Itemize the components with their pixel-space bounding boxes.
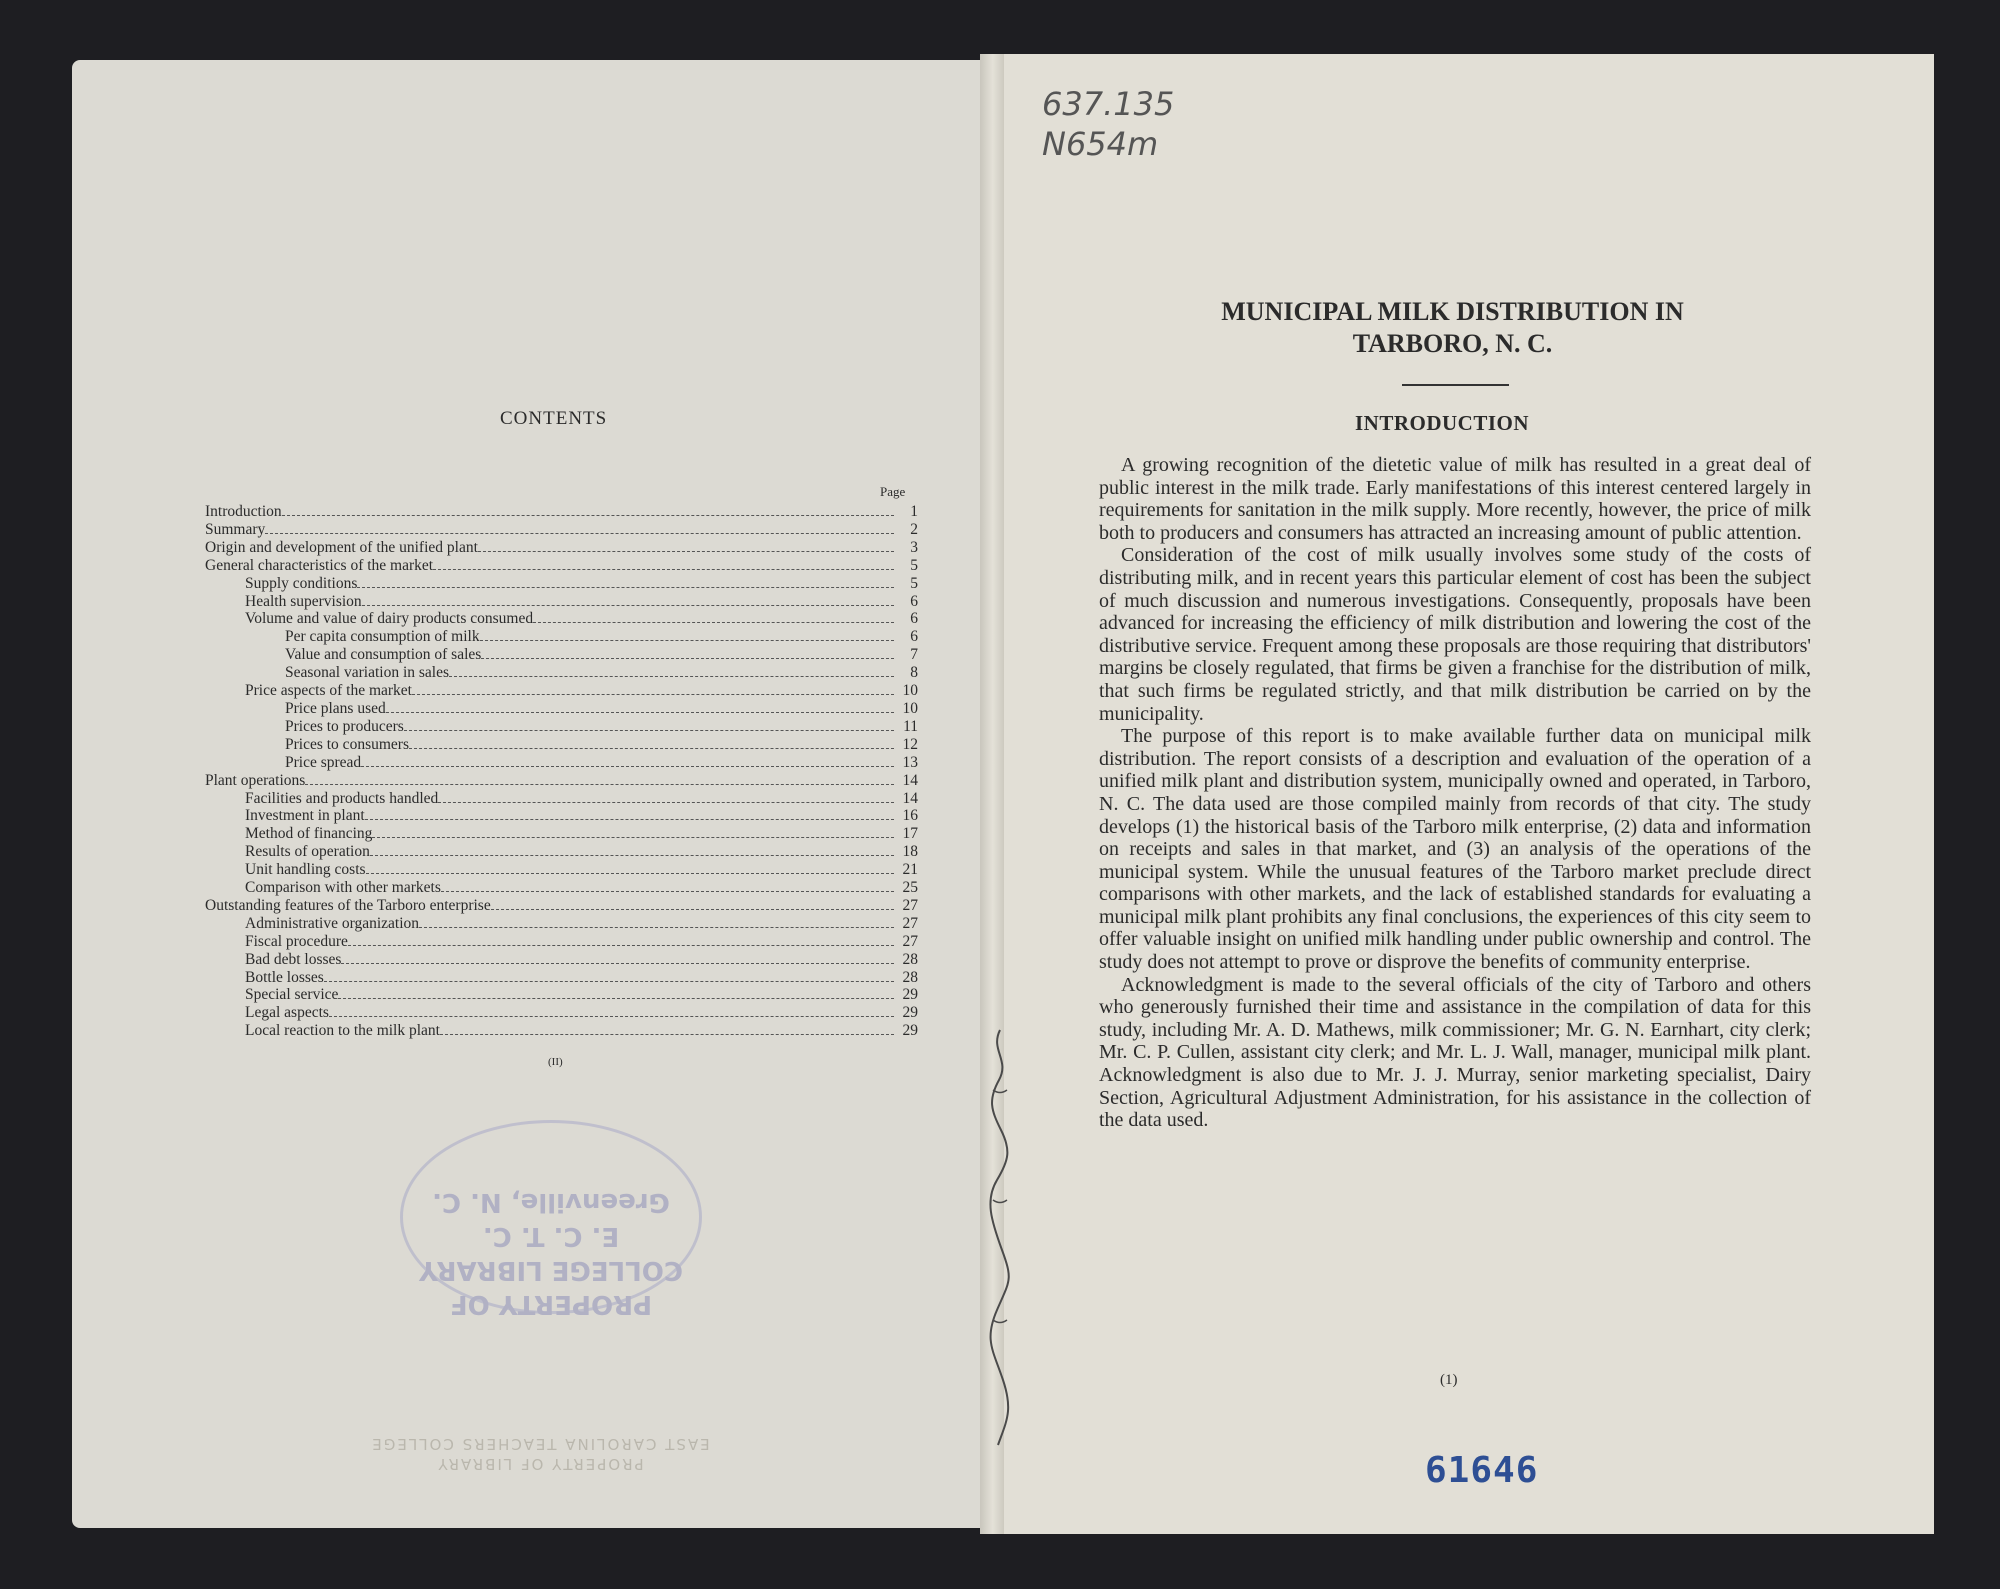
handwritten-call-number: 637.135 N654m bbox=[1042, 85, 1175, 163]
toc-entry-title: Summary bbox=[205, 520, 266, 538]
toc-entry bbox=[205, 772, 918, 790]
toc-leader-dots bbox=[348, 945, 894, 946]
toc-page-number: 27 bbox=[902, 896, 918, 914]
toc-entry bbox=[205, 879, 918, 897]
toc-entry-title: Per capita consumption of milk bbox=[285, 628, 480, 646]
accession-number-stamp: 61646 bbox=[1425, 1450, 1539, 1491]
toc-entry bbox=[205, 986, 918, 1004]
handwritten-margin-signature bbox=[985, 1020, 1015, 1450]
toc-page-number: 25 bbox=[902, 879, 918, 897]
toc-entry-title: Results of operation bbox=[245, 843, 370, 861]
toc-entry-title: Fiscal procedure bbox=[245, 932, 348, 950]
toc-page-number: 11 bbox=[903, 717, 918, 735]
toc-entry bbox=[205, 503, 918, 521]
toc-entry bbox=[205, 736, 918, 754]
toc-leader-dots bbox=[412, 694, 894, 695]
toc-entry bbox=[205, 1004, 918, 1022]
toc-entry bbox=[205, 593, 918, 611]
toc-leader-dots bbox=[341, 963, 894, 964]
toc-entry bbox=[205, 521, 918, 539]
toc-entry-title: Prices to producers bbox=[285, 717, 404, 735]
toc-entry bbox=[205, 664, 918, 682]
toc-entry-title: Introduction bbox=[205, 503, 282, 520]
table-of-contents bbox=[205, 503, 918, 1040]
toc-entry bbox=[205, 915, 918, 933]
toc-entry-title: Price spread bbox=[285, 753, 362, 771]
paragraph: Acknowledgment is made to the several officials of the city of Tarboro and others who generously furnished their time and assistance in the compilation of data for this study, including Mr. A. D. Mathews, milk commissioner; Mr. G. N. Earnhart, city clerk; Mr. C. P. Cullen, assistant city clerk; and Mr. L. J. Wall, manager, municipal milk plant. Acknowledgment is also due to Mr. J. J. Murray, senior marketing specialist, Dairy Section, Agricultural Adjustment Administration, for his assistance in the collection of the data used. bbox=[1099, 973, 1811, 1132]
toc-leader-dots bbox=[478, 551, 894, 552]
title-divider bbox=[1402, 384, 1509, 386]
toc-leader-dots bbox=[438, 802, 894, 803]
toc-leader-dots bbox=[386, 712, 894, 713]
toc-entry bbox=[205, 646, 918, 664]
toc-leader-dots bbox=[441, 891, 894, 892]
toc-page-number: 13 bbox=[902, 753, 918, 771]
toc-entry bbox=[205, 610, 918, 628]
paragraph: Consideration of the cost of milk usually involves some study of the costs of distributing milk, and in recent years this particular element of cost has been the subject of much discussion and numerous investigations. Consequently, proposals have been advanced for increasing the efficiency of milk distribution and lowering the cost of the distributive service. Frequent among these proposals are those requiring that distributors' margins be closely regulated, that firms be given a franchise for the distribution of milk, that such firms be regulated strictly, and that milk distribution be carried on by the municipality. bbox=[1099, 544, 1811, 725]
toc-page-number: 5 bbox=[910, 556, 918, 574]
toc-entry bbox=[205, 718, 918, 736]
toc-leader-dots bbox=[533, 622, 894, 623]
toc-page-number: 28 bbox=[902, 968, 918, 986]
toc-entry-title: Investment in plant bbox=[245, 807, 365, 825]
toc-page-number: 3 bbox=[910, 538, 918, 556]
toc-entry bbox=[205, 754, 918, 772]
toc-page-number: 12 bbox=[902, 735, 918, 753]
toc-entry bbox=[205, 843, 918, 861]
toc-leader-dots bbox=[265, 533, 894, 534]
toc-page-number: 29 bbox=[902, 1004, 918, 1022]
toc-entry bbox=[205, 1022, 918, 1040]
toc-leader-dots bbox=[404, 730, 894, 731]
toc-entry-title: Prices to consumers bbox=[285, 735, 409, 753]
toc-leader-dots bbox=[329, 1016, 894, 1017]
toc-entry-title: Bad debt losses bbox=[245, 950, 342, 968]
toc-entry-title: Bottle losses bbox=[245, 968, 324, 986]
toc-entry bbox=[205, 825, 918, 843]
toc-entry-title: Facilities and products handled bbox=[245, 789, 439, 807]
introduction-body bbox=[1099, 454, 1811, 1132]
toc-leader-dots bbox=[433, 569, 894, 570]
left-page-folio: (II) bbox=[548, 1056, 563, 1068]
toc-entry-title: Health supervision bbox=[245, 592, 362, 610]
toc-entry bbox=[205, 575, 918, 593]
paragraph: The purpose of this report is to make available further data on municipal milk distribution. The report consists of a description and evaluation of the operation of a unified milk plant and distribution system, municipally owned and operated, in Tarboro, N. C. The data used are those compiled mainly from records of that city. The study develops (1) the historical basis of the Tarboro milk enterprise, (2) data and information on receipts and sales in that market, and (3) an analysis of the operations of the municipal system. While the unusual features of the Tarboro market preclude direct comparisons with other markets, and the lack of established standards for evaluating a municipal milk plant prohibits any final conclusions, the experiences of this city seem to offer valuable insight on unified milk handling under public ownership and control. The study does not attempt to prove or disprove the benefits of community enterprise. bbox=[1099, 725, 1811, 974]
toc-leader-dots bbox=[370, 855, 894, 856]
toc-leader-dots bbox=[419, 927, 894, 928]
toc-entry-title: General characteristics of the market bbox=[205, 556, 434, 574]
toc-leader-dots bbox=[372, 837, 894, 838]
toc-entry-title: Special service bbox=[245, 986, 339, 1004]
toc-page-number: 16 bbox=[902, 807, 918, 825]
toc-page-number: 6 bbox=[910, 592, 918, 610]
toc-leader-dots bbox=[361, 766, 894, 767]
toc-entry-title: Legal aspects bbox=[245, 1004, 329, 1022]
toc-leader-dots bbox=[480, 640, 894, 641]
toc-entry-title: Local reaction to the milk plant bbox=[245, 1022, 440, 1040]
toc-page-number: 14 bbox=[902, 789, 918, 807]
paragraph: A growing recognition of the dietetic value of milk has resulted in a great deal of public interest in the milk trade. Early manifestations of this interest centered largely in requirements for sanitation in the milk supply. More recently, however, the price of milk both to producers and consumers has attracted an increasing amount of public attention. bbox=[1099, 454, 1811, 544]
toc-page-number: 29 bbox=[902, 986, 918, 1004]
toc-leader-dots bbox=[362, 605, 894, 606]
toc-page-number: 8 bbox=[910, 664, 918, 682]
toc-leader-dots bbox=[282, 515, 894, 516]
toc-leader-dots bbox=[366, 873, 894, 874]
toc-page-number: 10 bbox=[902, 682, 918, 700]
toc-entry-title: Value and consumption of sales bbox=[285, 646, 482, 664]
toc-entry-title: Plant operations bbox=[205, 771, 306, 789]
toc-leader-dots bbox=[449, 676, 894, 677]
toc-leader-dots bbox=[491, 909, 894, 910]
toc-leader-dots bbox=[440, 1034, 894, 1035]
toc-leader-dots bbox=[409, 748, 894, 749]
section-heading: INTRODUCTION bbox=[1355, 411, 1530, 435]
toc-page-number: 27 bbox=[902, 932, 918, 950]
toc-leader-dots bbox=[305, 784, 894, 785]
toc-entry-title: Comparison with other markets bbox=[245, 879, 441, 897]
toc-entry bbox=[205, 790, 918, 808]
toc-page-number: 7 bbox=[910, 646, 918, 664]
toc-entry bbox=[205, 807, 918, 825]
toc-page-number: 5 bbox=[910, 574, 918, 592]
toc-page-number: 2 bbox=[910, 520, 918, 538]
toc-page-number: 28 bbox=[902, 950, 918, 968]
toc-leader-dots bbox=[481, 658, 894, 659]
toc-entry bbox=[205, 700, 918, 718]
toc-entry bbox=[205, 557, 918, 575]
library-stamp-text: PROPERTY OF COLLEGE LIBRARY E. C. T. C. Greenville, N. C. bbox=[419, 1187, 683, 1319]
toc-leader-dots bbox=[338, 998, 894, 999]
contents-title: CONTENTS bbox=[500, 408, 608, 429]
toc-entry bbox=[205, 539, 918, 557]
toc-page-number: 21 bbox=[902, 861, 918, 879]
toc-page-number: 29 bbox=[902, 1022, 918, 1040]
toc-entry bbox=[205, 897, 918, 915]
toc-entry bbox=[205, 933, 918, 951]
toc-entry-title: Price aspects of the market bbox=[245, 682, 412, 700]
toc-entry-title: Method of financing bbox=[245, 825, 373, 843]
toc-entry-title: Supply conditions bbox=[245, 574, 358, 592]
toc-page-number: 17 bbox=[902, 825, 918, 843]
toc-page-number: 14 bbox=[902, 771, 918, 789]
toc-page-number: 18 bbox=[902, 843, 918, 861]
toc-entry bbox=[205, 682, 918, 700]
toc-entry bbox=[205, 861, 918, 879]
right-page-folio: (1) bbox=[1440, 1372, 1458, 1388]
toc-entry-title: Administrative organization bbox=[245, 914, 420, 932]
toc-leader-dots bbox=[324, 981, 894, 982]
toc-page-number: 10 bbox=[902, 699, 918, 717]
toc-entry bbox=[205, 969, 918, 987]
toc-page-number: 1 bbox=[910, 503, 918, 520]
toc-entry bbox=[205, 628, 918, 646]
toc-entry-title: Origin and development of the unified plant bbox=[205, 538, 478, 556]
toc-page-number: 6 bbox=[910, 628, 918, 646]
toc-leader-dots bbox=[357, 587, 894, 588]
toc-page-number: 6 bbox=[910, 610, 918, 628]
toc-entry-title: Price plans used bbox=[285, 699, 386, 717]
page-column-label: Page bbox=[880, 484, 906, 499]
toc-entry-title: Seasonal variation in sales bbox=[285, 664, 449, 682]
toc-entry-title: Volume and value of dairy products consumed bbox=[245, 610, 534, 628]
toc-entry-title: Outstanding features of the Tarboro enterprise bbox=[205, 896, 491, 914]
faded-library-stamp: PROPERTY OF LIBRARY EAST CAROLINA TEACHERS COLLEGE bbox=[370, 1435, 710, 1473]
toc-leader-dots bbox=[365, 819, 894, 820]
report-title: MUNICIPAL MILK DISTRIBUTION IN TARBORO, N. C. bbox=[1221, 297, 1684, 358]
toc-entry-title: Unit handling costs bbox=[245, 861, 366, 879]
toc-page-number: 27 bbox=[902, 914, 918, 932]
library-stamp bbox=[400, 1120, 702, 1319]
toc-entry bbox=[205, 951, 918, 969]
